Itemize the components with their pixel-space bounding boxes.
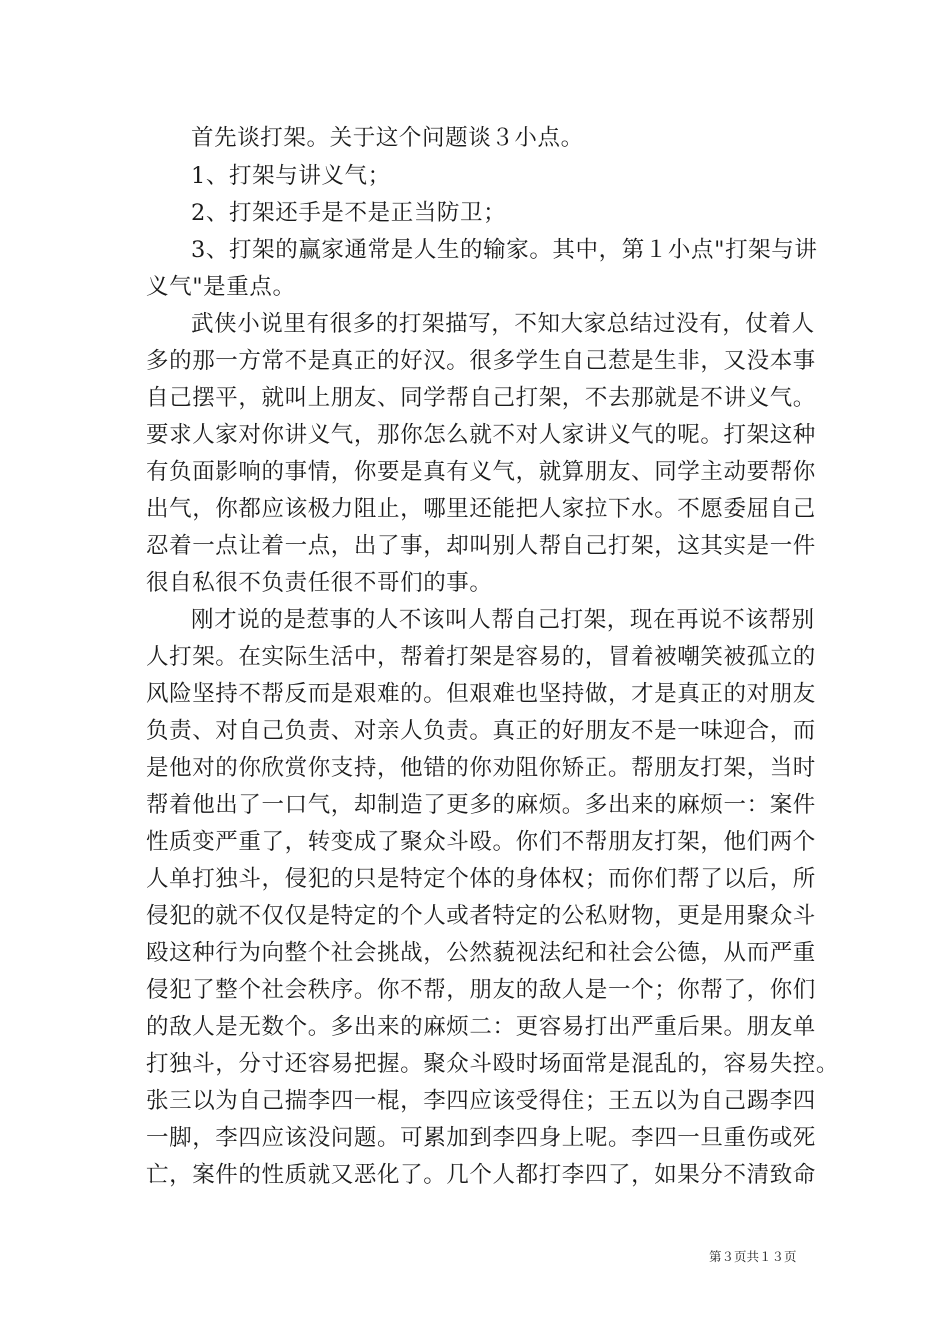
text-line: 首先谈打架。关于这个问题谈３小点。	[191, 125, 584, 151]
text-line: 负责、对自己负责、对亲人负责。真正的好朋友不是一味迎合，而	[146, 718, 816, 744]
text-line: 武侠小说里有很多的打架描写，不知大家总结过没有，仗着人	[191, 311, 815, 337]
text-line: 性质变严重了，转变成了聚众斗殴。你们不帮朋友打架，他们两个	[146, 829, 816, 855]
text-line: 3、打架的赢家通常是人生的输家。其中，第１小点"打架与讲	[191, 237, 818, 263]
text-line: 侵犯的就不仅仅是特定的个人或者特定的公私财物，更是用聚众斗	[146, 903, 816, 929]
text-line: 有负面影响的事情，你要是真有义气，就算朋友、同学主动要帮你	[146, 459, 816, 485]
text-line: 很自私很不负责任很不哥们的事。	[146, 570, 493, 596]
text-line: 打独斗，分寸还容易把握。聚众斗殴时场面常是混乱的，容易失控。	[146, 1051, 840, 1077]
text-line: 的敌人是无数个。多出来的麻烦二：更容易打出严重后果。朋友单	[146, 1014, 816, 1040]
text-line: 殴这种行为向整个社会挑战，公然藐视法纪和社会公德，从而严重	[146, 940, 816, 966]
text-line: 多的那一方常不是真正的好汉。很多学生自己惹是生非，又没本事	[146, 348, 816, 374]
text-line: 2、打架还手是不是正当防卫；	[191, 200, 507, 226]
text-line: 义气"是重点。	[146, 274, 296, 300]
text-line: 出气，你都应该极力阻止，哪里还能把人家拉下水。不愿委屈自己	[146, 496, 816, 522]
text-line: 要求人家对你讲义气，那你怎么就不对人家讲义气的呢。打架这种	[146, 422, 816, 448]
text-line: 张三以为自己揣李四一棍，李四应该受得住；王五以为自己踢李四	[146, 1088, 816, 1114]
text-line: 亡，案件的性质就又恶化了。几个人都打李四了，如果分不清致命	[146, 1162, 816, 1188]
page-number: 第３页共１３页	[709, 1249, 797, 1264]
text-line: 侵犯了整个社会秩序。你不帮，朋友的敌人是一个；你帮了，你们	[146, 977, 816, 1003]
text-line: 帮着他出了一口气，却制造了更多的麻烦。多出来的麻烦一：案件	[146, 792, 816, 818]
text-line: 人单打独斗，侵犯的只是特定个体的身体权；而你们帮了以后，所	[146, 866, 816, 892]
text-line: 自己摆平，就叫上朋友、同学帮自己打架，不去那就是不讲义气。	[146, 385, 816, 411]
text-line: 风险坚持不帮反而是艰难的。但艰难也坚持做，才是真正的对朋友	[146, 681, 816, 707]
text-line: 1、打架与讲义气；	[191, 163, 391, 189]
text-line: 忍着一点让着一点，出了事，却叫别人帮自己打架，这其实是一件	[146, 533, 816, 559]
text-line: 人打架。在实际生活中，帮着打架是容易的，冒着被嘲笑被孤立的	[146, 644, 816, 670]
text-line: 一脚，李四应该没问题。可累加到李四身上呢。李四一旦重伤或死	[146, 1125, 816, 1151]
text-line: 是他对的你欣赏你支持，他错的你劝阻你矫正。帮朋友打架，当时	[146, 755, 816, 781]
text-line: 刚才说的是惹事的人不该叫人帮自己打架，现在再说不该帮别	[191, 607, 815, 633]
